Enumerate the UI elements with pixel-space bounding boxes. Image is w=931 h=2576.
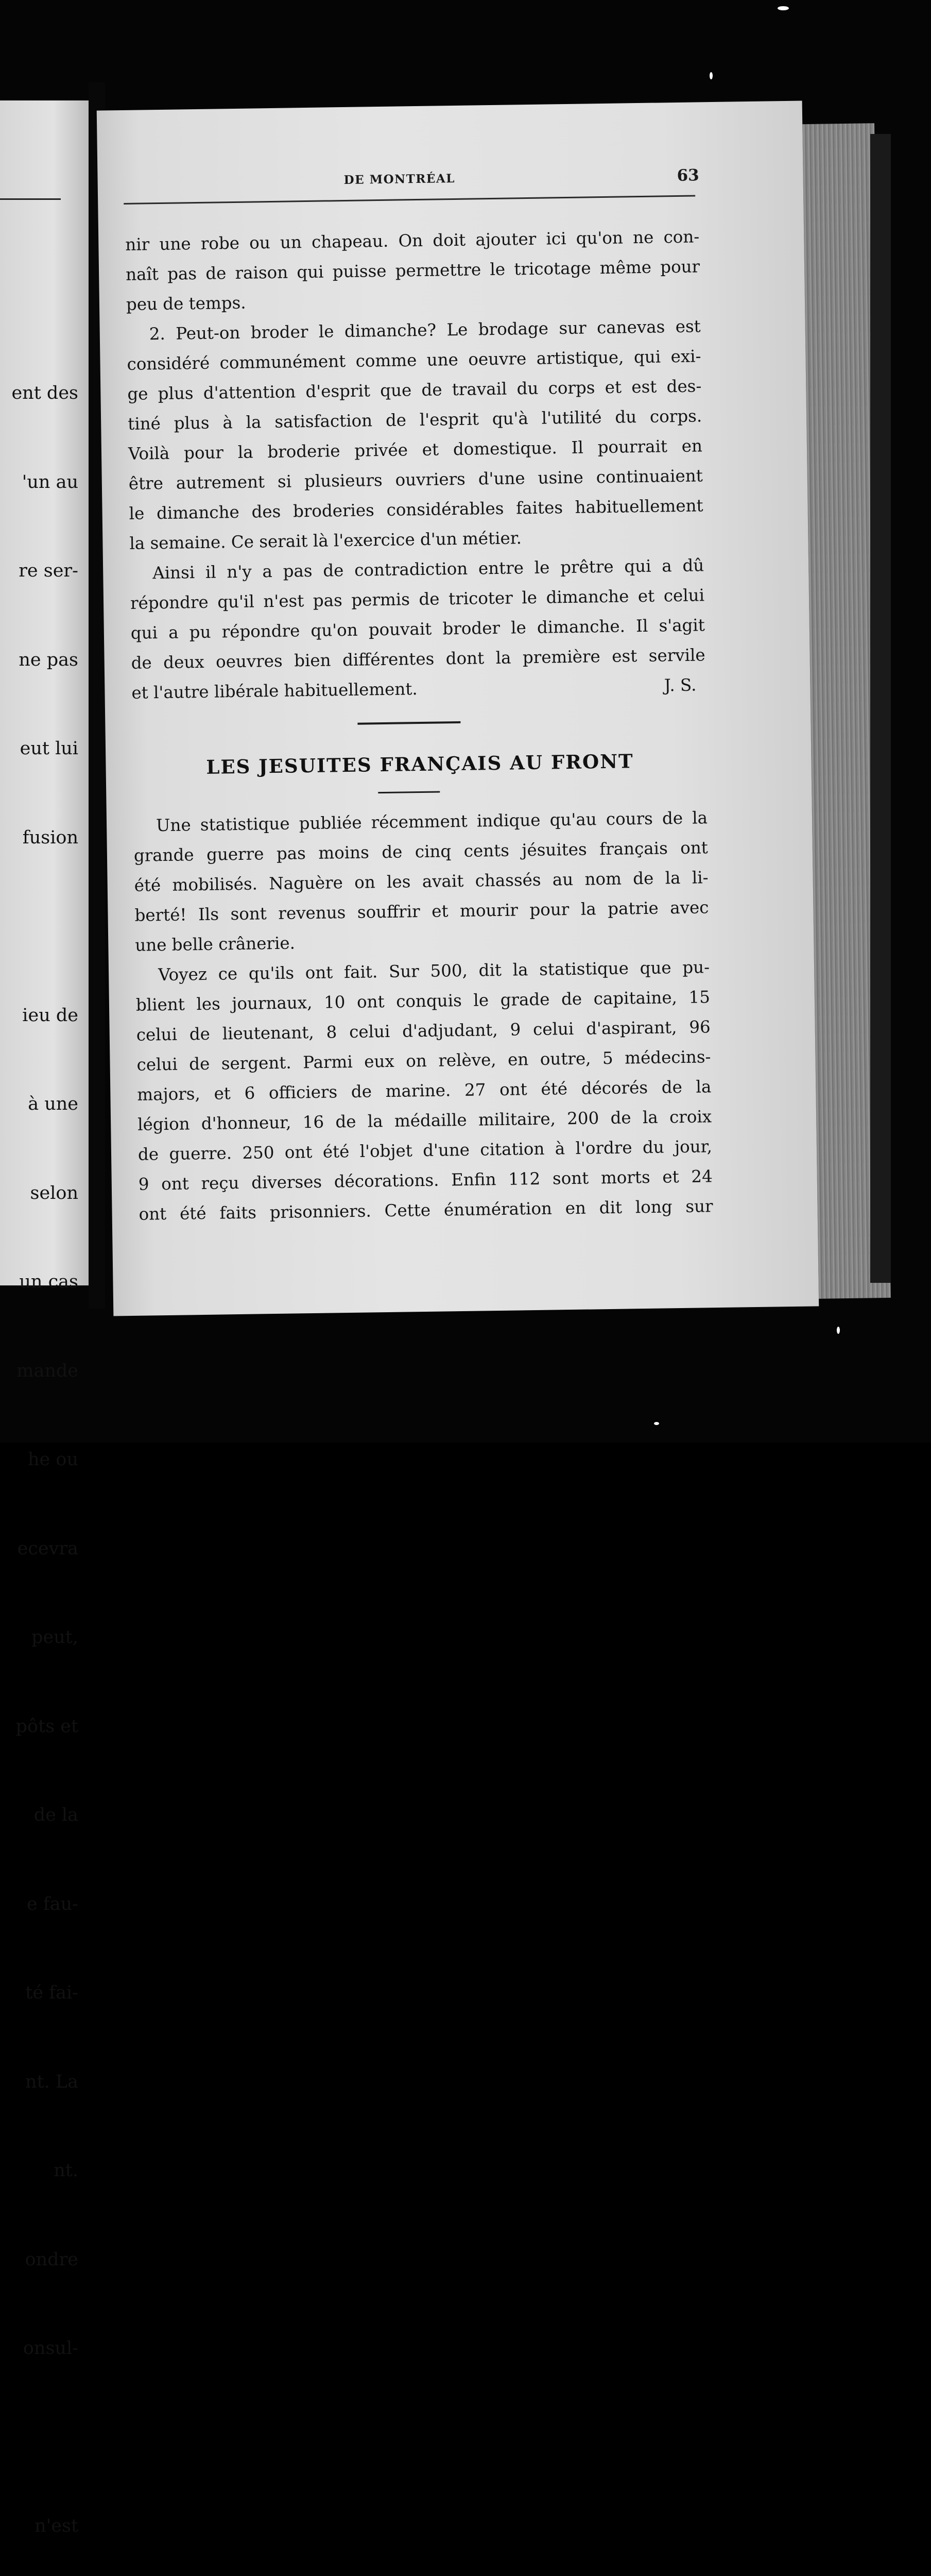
text-line: celui de lieutenant, 8 celui d'adjudant, 9 celui d'aspirant, 96 xyxy=(136,1017,711,1045)
text-line: grande guerre pas moins de cinq cents jésuites français ont xyxy=(133,838,709,866)
text-line: nir une robe ou un chapeau. On doit ajouter ici qu'on ne con- xyxy=(125,227,700,255)
header-rule xyxy=(124,195,695,204)
text-line: de deux oeuvres bien différentes dont la première est servile xyxy=(131,645,705,673)
left-facing-page xyxy=(0,100,89,2536)
text-line: la semaine. Ce serait là l'exercice d'un métier. xyxy=(129,528,522,553)
text-line: tiné plus à la satisfaction de l'esprit qu'à l'utilité du corps. xyxy=(127,406,702,434)
text-line: ont été faits prisonniers. Cette énumération en dit long sur xyxy=(139,1196,713,1224)
text-line: peu de temps. xyxy=(126,293,246,314)
left-page-line: ondre xyxy=(25,2249,78,2270)
text-line: 9 ont reçu diverses décorations. Enfin 112 sont morts et 24 xyxy=(138,1166,713,1194)
left-page-line: à une xyxy=(28,1094,78,1114)
left-page-line: té fai- xyxy=(25,1982,78,2003)
text-line: considéré communément comme une oeuvre artistique, qui exi- xyxy=(127,346,701,374)
left-page-line: pôts et xyxy=(15,1716,78,1737)
left-page-text xyxy=(11,319,78,2576)
article-text-continued xyxy=(125,222,706,707)
running-header xyxy=(98,166,803,187)
running-header-title: DE MONTRÉAL xyxy=(343,171,456,187)
left-page-line: nt. La xyxy=(25,2071,78,2092)
text-line: qui a pu répondre qu'on pouvait broder le dimanche. Il s'agit xyxy=(130,615,705,643)
left-page-line: de la xyxy=(33,1805,78,1825)
text-line: une belle crânerie. xyxy=(135,933,296,955)
section-divider-top xyxy=(357,721,460,725)
left-page-line xyxy=(11,2423,78,2453)
text-line: été mobilisés. Naguère on les avait chassés au nom de la li- xyxy=(134,868,709,895)
text-line: Voilà pour la broderie privée et domestique. Il pourrait en xyxy=(128,436,703,464)
text-line: ge plus d'attention d'esprit que de travail du corps et est des- xyxy=(127,376,702,404)
text-line: légion d'honneur, 16 de la médaille militaire, 200 de la croix xyxy=(137,1107,712,1134)
book-cover-edge xyxy=(870,134,891,1283)
left-page-line xyxy=(11,912,78,942)
text-line: de guerre. 250 ont été l'objet d'une citation à l'ordre du jour, xyxy=(137,1137,713,1164)
left-page-line: eut lui xyxy=(20,738,78,759)
left-page-line: nt. xyxy=(54,2160,78,2181)
left-page-line: 'un au xyxy=(22,471,78,493)
text-line: Voyez ce qu'ils ont fait. Sur 500, dit la statistique que pu- xyxy=(158,957,710,985)
page-number: 63 xyxy=(677,166,699,185)
left-page-line: un cas xyxy=(19,1272,78,1292)
text-line: répondre qu'il n'est pas permis de tricoter le dimanche et celui xyxy=(130,585,705,613)
scan-dust xyxy=(654,1422,659,1425)
text-line: Une statistique publiée récemment indique qu'au cours de la xyxy=(156,808,708,836)
author-signature: J. S. xyxy=(664,675,697,696)
text-line: berté! Ils sont revenus souffrir et mourir pour la patrie avec xyxy=(134,897,709,925)
text-line: celui de sergent. Parmi eux on relève, en outre, 5 médecins- xyxy=(136,1047,711,1075)
article-text xyxy=(133,803,713,1229)
left-page-line: he ou xyxy=(28,1449,78,1470)
right-page xyxy=(97,101,819,1316)
left-page-line: fusion xyxy=(22,827,78,848)
left-page-line: re ser- xyxy=(19,561,78,581)
left-page-line: ne pas xyxy=(19,649,78,670)
text-line: le dimanche des broderies considérables faites habituellement xyxy=(129,496,703,523)
left-page-line: n'est xyxy=(35,2516,78,2536)
section-heading: LES JESUITES FRANÇAIS AU FRONT xyxy=(206,750,634,778)
text-line: blient les journaux, 10 ont conquis le grade de capitaine, 15 xyxy=(135,987,711,1015)
left-page-line: ieu de xyxy=(22,1005,78,1026)
left-page-line: ecevra xyxy=(17,1538,78,1559)
scan-dust xyxy=(837,1327,840,1334)
left-page-header-rule xyxy=(0,198,61,200)
left-page-line: selon xyxy=(30,1182,78,1204)
left-page-line: mande xyxy=(16,1360,78,1381)
scan-dust xyxy=(710,72,713,79)
left-page-line: e fau- xyxy=(26,1893,78,1914)
text-line: Ainsi il n'y a pas de contradiction entre le prêtre qui a dû xyxy=(152,555,704,583)
text-line: majors, et 6 officiers de marine. 27 ont été décorés de la xyxy=(137,1077,712,1105)
text-line: 2. Peut-on broder le dimanche? Le brodage sur canevas est xyxy=(149,316,701,344)
text-line: être autrement si plusieurs ouvriers d'une usine continuaient xyxy=(128,466,703,494)
scan-dust xyxy=(778,6,789,10)
left-page-line: ent des xyxy=(11,383,78,403)
left-page-line: peut, xyxy=(31,1627,78,1648)
section-divider-bottom xyxy=(378,791,440,794)
text-line: naît pas de raison qui puisse permettre le tricotage même pour xyxy=(125,257,700,284)
left-page-line: onsul- xyxy=(23,2338,78,2359)
text-line: et l'autre libérale habituellement. xyxy=(131,679,418,703)
